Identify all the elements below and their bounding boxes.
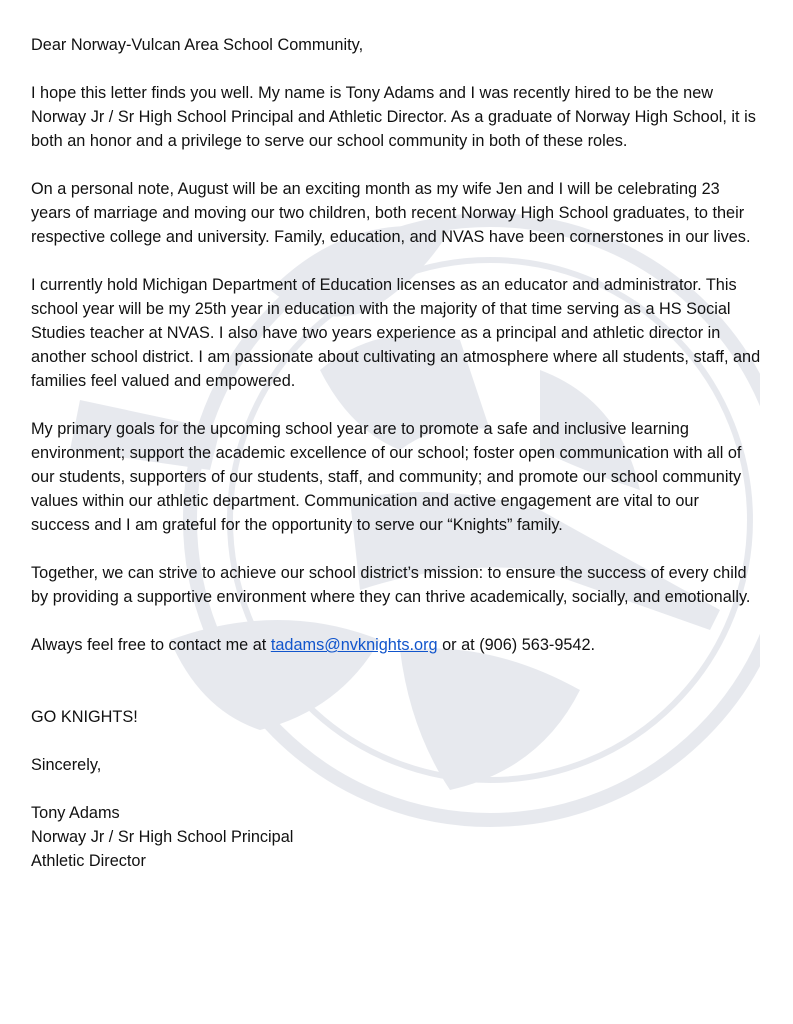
contact-line xyxy=(31,633,761,657)
salutation: Dear Norway-Vulcan Area School Community, xyxy=(31,36,364,54)
email-link[interactable]: tadams@nvknights.org xyxy=(270,636,438,654)
paragraph-intro: I hope this letter finds you well. My name is Tony Adams and I was recently hired to be the new Norway Jr / Sr High School Principal and Athletic Director. As a graduate of Norway High School, it is both an honor and a privilege to serve our school community in both of these roles. xyxy=(31,84,756,150)
signature-title-principal: Norway Jr / Sr High School Principal xyxy=(31,828,294,846)
paragraph-goals: My primary goals for the upcoming school year are to promote a safe and inclusive learning environment; support the academic excellence of our school; foster open communication with all of our students, supporters of our students, staff, and community; and promote our school community values within our athletic department. Communication and active engagement are vital to our success and I am grateful for the opportunity to serve our “Knights” family. xyxy=(31,420,742,534)
paragraph-credentials: I currently hold Michigan Department of Education licenses as an educator and administrator. This school year will be my 25th year in education with the majority of that time serving as a HS Social Studies teacher at NVAS. I also have two years experience as a principal and athletic director in another school district. I am passionate about cultivating an atmosphere where all students, staff, and families feel valued and empowered. xyxy=(31,276,761,390)
letter-body xyxy=(31,33,761,873)
cheer: GO KNIGHTS! xyxy=(31,708,138,726)
paragraph-personal: On a personal note, August will be an exciting month as my wife Jen and I will be celebrating 23 years of marriage and moving our two children, both recent Norway High School graduates, to their respective college and university. Family, education, and NVAS have been cornerstones in our lives. xyxy=(31,180,751,246)
paragraph-mission: Together, we can strive to achieve our school district’s mission: to ensure the success of every child by providing a supportive environment where they can thrive academically, socially, and emotionally. xyxy=(31,564,751,606)
contact-suffix: or at (906) 563-9542. xyxy=(437,636,596,654)
blank-line xyxy=(31,681,761,705)
signature-name: Tony Adams xyxy=(31,804,120,822)
closing: Sincerely, xyxy=(31,756,102,774)
signature-title-athletic: Athletic Director xyxy=(31,852,146,870)
contact-prefix: Always feel free to contact me at xyxy=(31,636,271,654)
